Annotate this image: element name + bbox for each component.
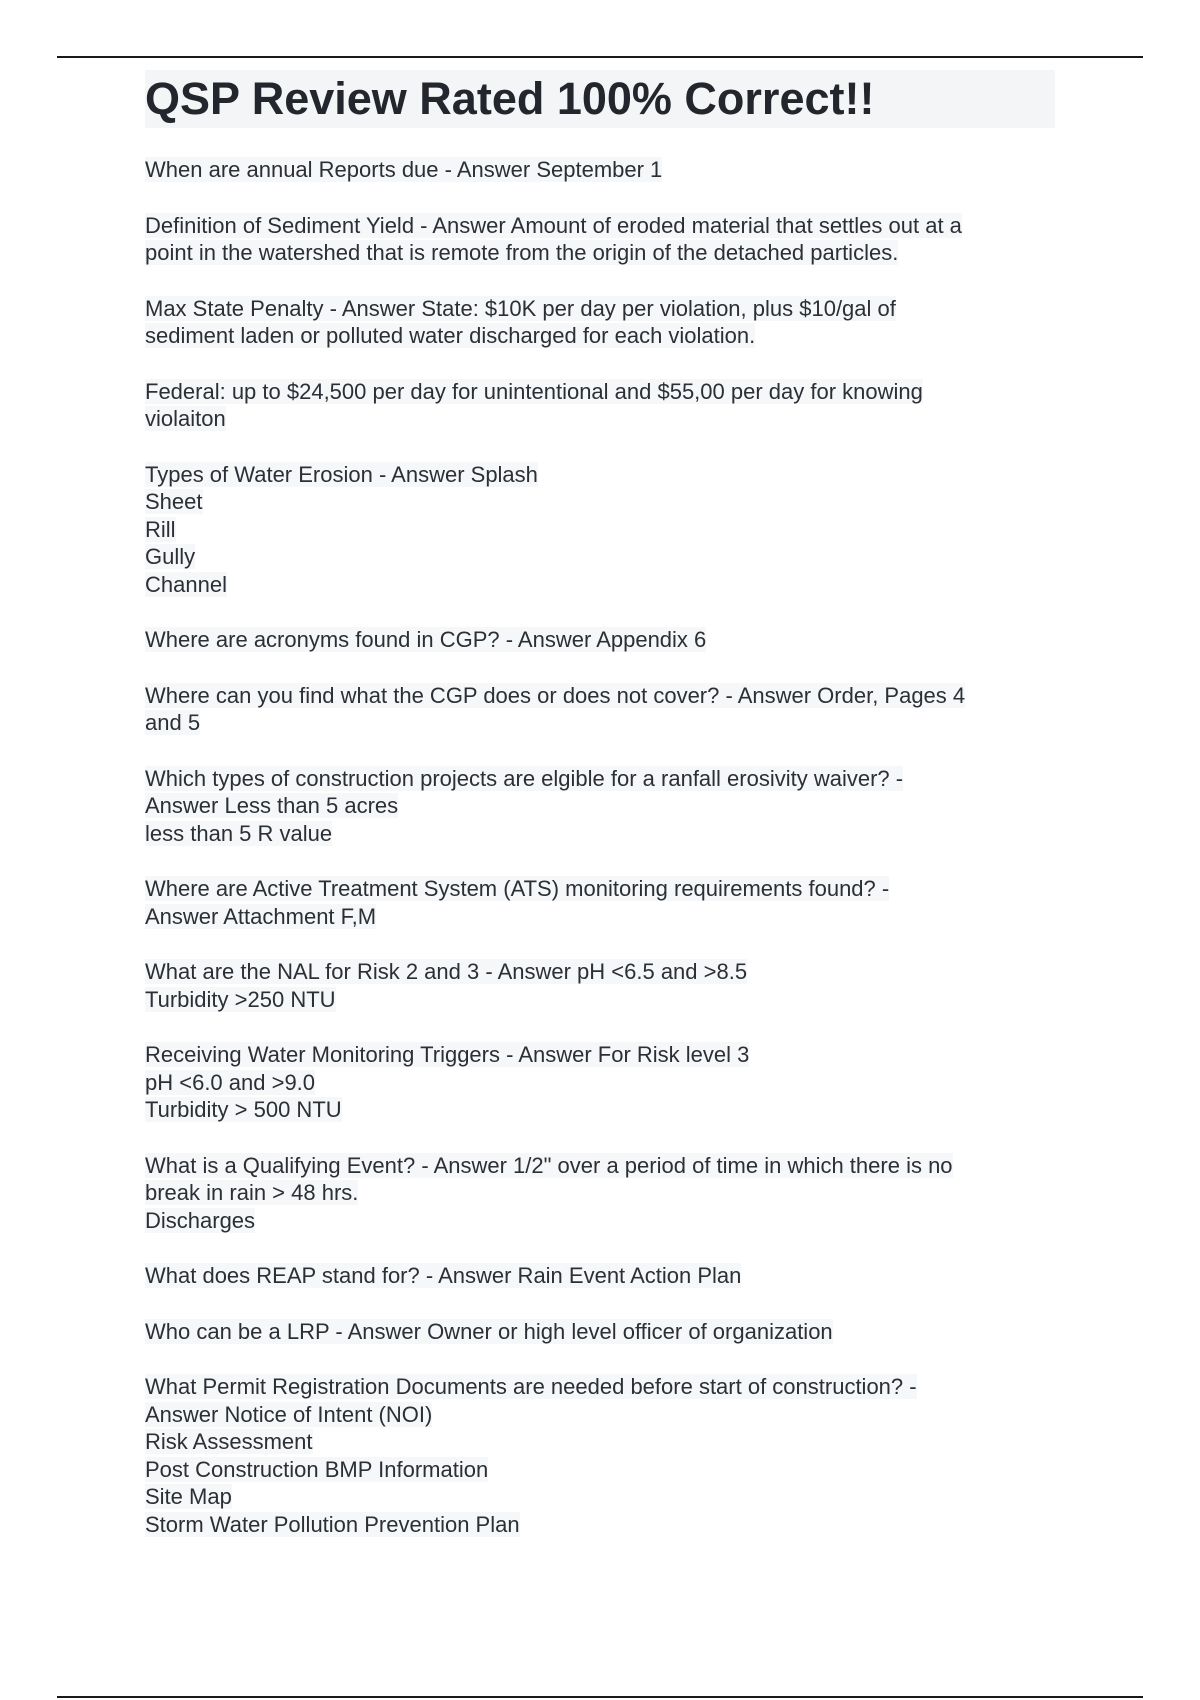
qa-item	[145, 1262, 1055, 1290]
qa-line-text: What is a Qualifying Event? - Answer 1/2" over a period of time in which there is no	[145, 1152, 953, 1178]
qa-line-text: Gully	[145, 544, 196, 569]
qa-list	[145, 156, 1055, 1538]
qa-answer-line	[145, 903, 1055, 931]
top-rule	[57, 56, 1143, 58]
qa-question-line	[145, 1262, 1055, 1290]
qa-answer-line	[145, 792, 1055, 820]
qa-line-text: Turbidity > 500 NTU	[145, 1097, 342, 1122]
qa-answer-line	[145, 1511, 1055, 1539]
qa-question-line	[145, 958, 1055, 986]
qa-answer-line	[145, 543, 1055, 571]
qa-line-text: Post Construction BMP Information	[145, 1456, 489, 1482]
qa-line-text: Where are Active Treatment System (ATS) monitoring requirements found? -	[145, 876, 890, 901]
qa-answer-line	[145, 488, 1055, 516]
bottom-rule	[57, 1696, 1143, 1698]
qa-line-text: Where are acronyms found in CGP? - Answer Appendix 6	[145, 627, 707, 652]
qa-line-text: Site Map	[145, 1484, 232, 1509]
qa-line-text: Risk Assessment	[145, 1429, 313, 1454]
qa-answer-line	[145, 820, 1055, 848]
qa-item	[145, 1373, 1055, 1538]
qa-line-text: What does REAP stand for? - Answer Rain Event Action Plan	[145, 1263, 742, 1288]
qa-question-line	[145, 682, 1055, 710]
document-body	[145, 70, 1055, 1566]
qa-line-text: Where can you find what the CGP does or does not cover? - Answer Order, Pages 4	[145, 682, 966, 708]
qa-answer-line	[145, 405, 1055, 433]
qa-question-line	[145, 765, 1055, 793]
qa-line-text: Storm Water Pollution Prevention Plan	[145, 1511, 520, 1537]
qa-question-line	[145, 156, 1055, 184]
qa-item	[145, 626, 1055, 654]
qa-item	[145, 1041, 1055, 1124]
qa-answer-line	[145, 1179, 1055, 1207]
qa-line-text: What Permit Registration Documents are needed before start of construction? -	[145, 1374, 917, 1399]
qa-item	[145, 682, 1055, 737]
qa-answer-line	[145, 986, 1055, 1014]
qa-line-text: Answer Notice of Intent (NOI)	[145, 1401, 433, 1427]
qa-question-line	[145, 212, 1055, 240]
qa-item	[145, 765, 1055, 848]
qa-question-line	[145, 1373, 1055, 1401]
qa-item	[145, 875, 1055, 930]
qa-item	[145, 378, 1055, 433]
qa-question-line	[145, 1041, 1055, 1069]
qa-line-text: pH <6.0 and >9.0	[145, 1069, 316, 1095]
qa-line-text: What are the NAL for Risk 2 and 3 - Answer pH <6.5 and >8.5	[145, 959, 748, 984]
qa-question-line	[145, 1152, 1055, 1180]
qa-answer-line	[145, 1483, 1055, 1511]
qa-item	[145, 1152, 1055, 1235]
qa-line-text: Federal: up to $24,500 per day for unintentional and $55,00 per day for knowing	[145, 378, 923, 404]
qa-line-text: sediment laden or polluted water discharged for each violation.	[145, 323, 756, 348]
qa-item	[145, 958, 1055, 1013]
qa-item	[145, 461, 1055, 599]
qa-answer-line	[145, 516, 1055, 544]
qa-line-text: Max State Penalty - Answer State: $10K per day per violation, plus $10/gal of	[145, 295, 896, 321]
qa-answer-line	[145, 1069, 1055, 1097]
qa-line-text: and 5	[145, 710, 201, 735]
qa-line-text: Turbidity >250 NTU	[145, 986, 336, 1012]
qa-question-line	[145, 295, 1055, 323]
qa-question-line	[145, 461, 1055, 489]
qa-answer-line	[145, 709, 1055, 737]
qa-line-text: Definition of Sediment Yield - Answer Amount of eroded material that settles out at a	[145, 212, 962, 238]
qa-answer-line	[145, 571, 1055, 599]
qa-line-text: Who can be a LRP - Answer Owner or high level officer of organization	[145, 1318, 833, 1344]
qa-line-text: violaiton	[145, 406, 226, 431]
qa-question-line	[145, 1318, 1055, 1346]
qa-question-line	[145, 626, 1055, 654]
qa-item	[145, 295, 1055, 350]
qa-answer-line	[145, 1456, 1055, 1484]
qa-line-text: break in rain > 48 hrs.	[145, 1180, 359, 1205]
qa-answer-line	[145, 1207, 1055, 1235]
qa-line-text: When are annual Reports due - Answer September 1	[145, 157, 663, 182]
qa-answer-line	[145, 1428, 1055, 1456]
qa-line-text: Channel	[145, 571, 227, 597]
qa-line-text: Answer Attachment F,M	[145, 903, 377, 929]
qa-answer-line	[145, 1401, 1055, 1429]
document-title: QSP Review Rated 100% Correct!!	[145, 70, 1055, 128]
qa-line-text: Which types of construction projects are elgible for a ranfall erosivity waiver? -	[145, 765, 904, 791]
qa-answer-line	[145, 1096, 1055, 1124]
qa-answer-line	[145, 239, 1055, 267]
qa-question-line	[145, 378, 1055, 406]
qa-line-text: Receiving Water Monitoring Triggers - Answer For Risk level 3	[145, 1042, 750, 1067]
qa-line-text: Rill	[145, 516, 176, 542]
qa-line-text: Sheet	[145, 489, 203, 514]
qa-answer-line	[145, 322, 1055, 350]
qa-line-text: Discharges	[145, 1207, 256, 1233]
qa-item	[145, 1318, 1055, 1346]
qa-question-line	[145, 875, 1055, 903]
qa-line-text: Types of Water Erosion - Answer Splash	[145, 461, 538, 487]
qa-item	[145, 212, 1055, 267]
qa-item	[145, 156, 1055, 184]
qa-line-text: Answer Less than 5 acres	[145, 793, 399, 818]
qa-line-text: less than 5 R value	[145, 820, 333, 846]
qa-line-text: point in the watershed that is remote from the origin of the detached particles.	[145, 240, 899, 265]
